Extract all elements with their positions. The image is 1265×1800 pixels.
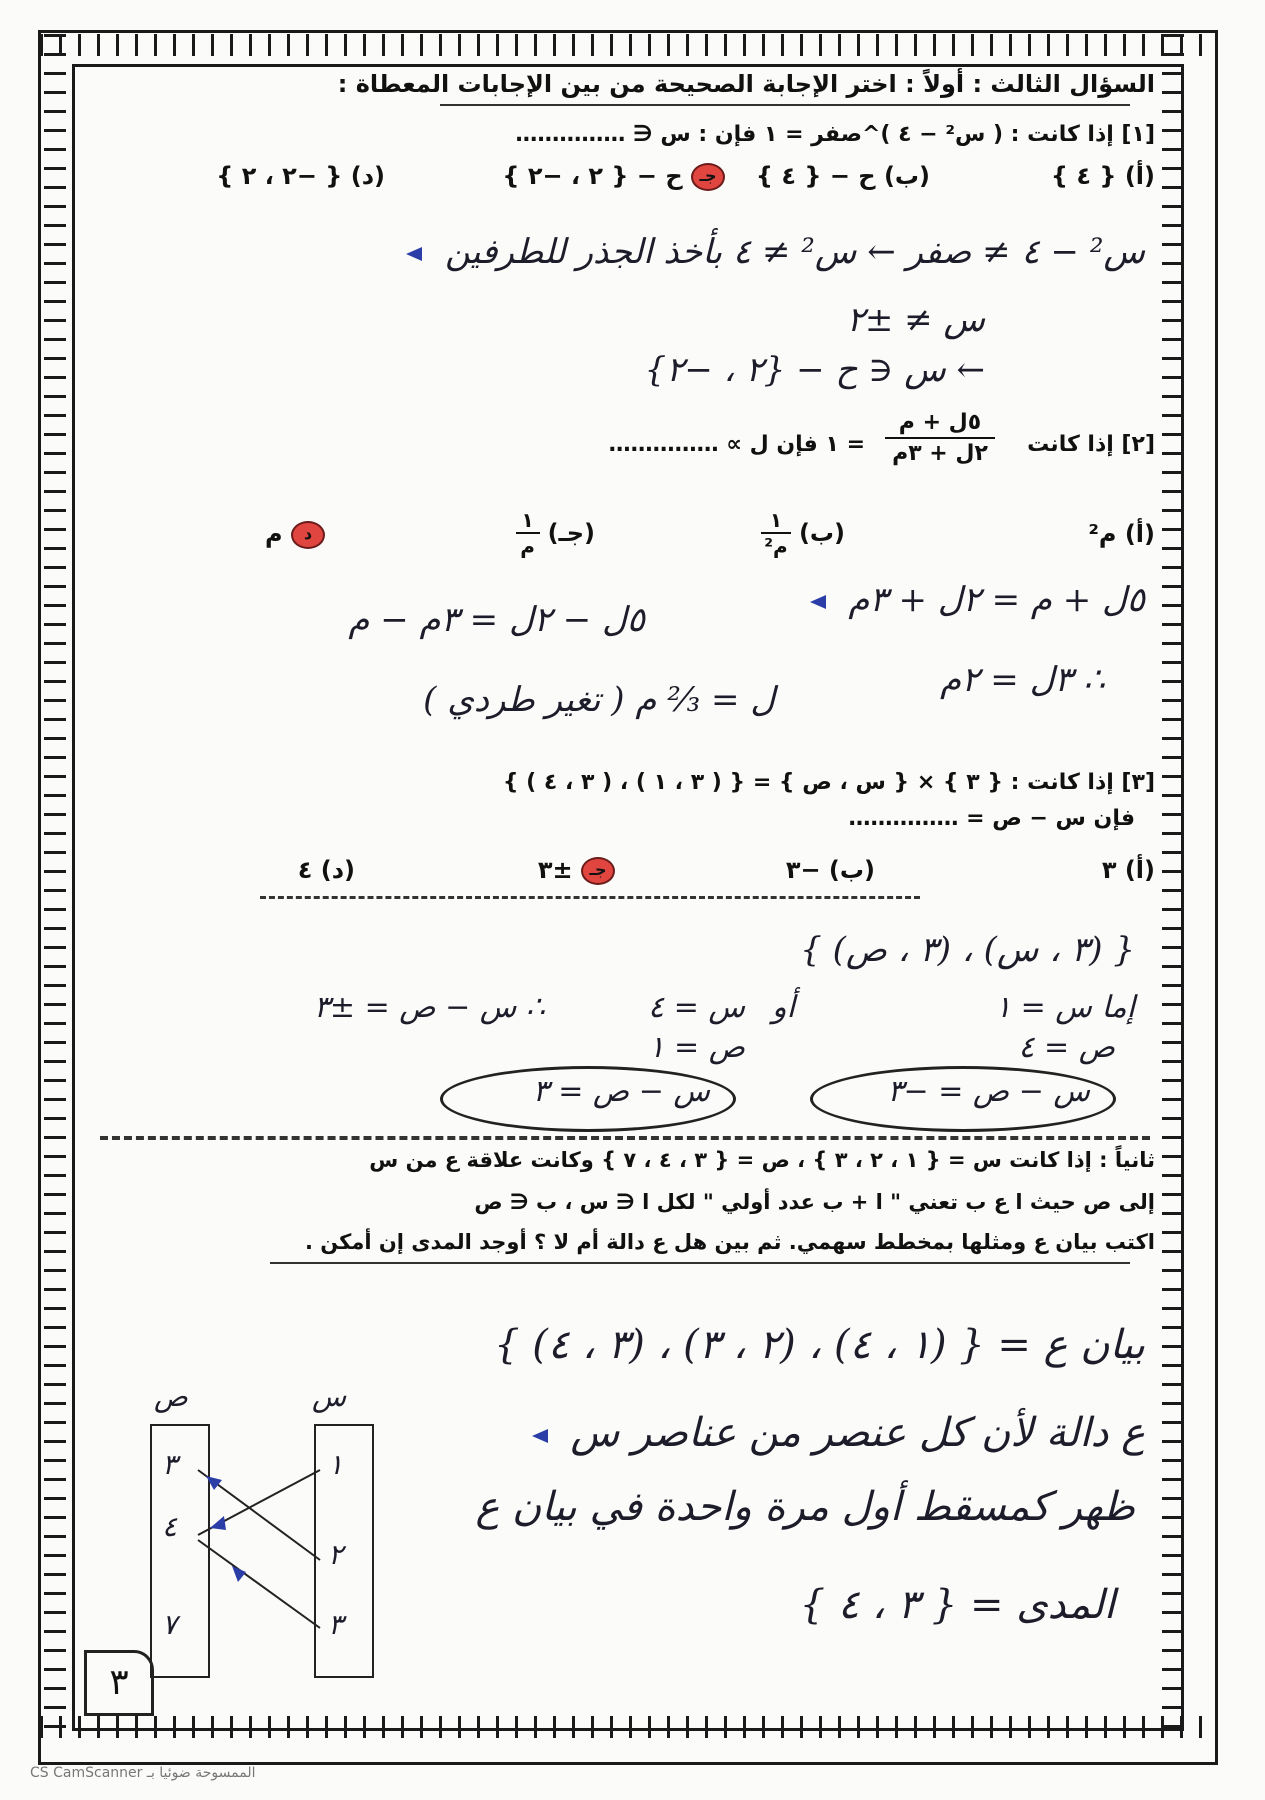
q2-option-b	[761, 508, 845, 558]
q2-fraction-denominator: ٢ل + ٣م	[892, 441, 988, 466]
border-chain-right	[1162, 34, 1184, 1738]
title-underline	[440, 104, 1130, 106]
arrow-icon	[532, 1429, 548, 1443]
part2-line3: اكتب بيان ع ومثلها بمخطط سهمي. ثم بين هل ع دالة أم لا ؟ أوجد المدى إن أمكن .	[304, 1230, 1155, 1254]
q2-work-text1: ٥ل + م = ٢ل + ٣م	[848, 580, 1145, 620]
q2-option-b-fraction	[761, 508, 791, 558]
q2-option-b-num: ١	[769, 508, 783, 532]
section-separator	[100, 1136, 1150, 1140]
q2-fraction-numerator: ٥ل + م	[898, 410, 982, 435]
separator-dashed	[260, 896, 920, 899]
part2-line2: إلى ص حيث ا ع ب تعني " ا + ب عدد أولي " لكل ا ∈ س ، ب ∈ ص	[474, 1190, 1155, 1214]
q1-option-c	[502, 162, 725, 191]
q3-option-a: (أ) ٣	[1101, 856, 1155, 884]
q2-work-line2: ٥ل − ٢ل = ٣م − م	[348, 600, 645, 640]
diagram-right-set-label: ص	[154, 1380, 188, 1413]
arrow-icon	[406, 247, 422, 261]
q3-work-case2b: ص = ١	[648, 1030, 745, 1065]
scanner-watermark: CS CamScanner الممسوحة ضوئيا بـ	[30, 1765, 256, 1781]
diagram-y-item-3: ٧	[162, 1608, 178, 1641]
diagram-left-set-label: س	[312, 1380, 347, 1413]
diagram-y-item-2: ٤	[162, 1510, 178, 1543]
selected-answer-marker: جـ	[691, 163, 725, 191]
q3-option-b: (ب) −٣	[785, 856, 875, 884]
q1-option-d: (د) { −٢ ، ٢ }	[216, 162, 385, 190]
q2-stem-prefix: [٢] إذا كانت	[1027, 432, 1155, 457]
q2-option-c-fraction	[516, 508, 540, 558]
selected-answer-marker: د	[291, 521, 325, 549]
q2-work-line3: ∴ ٣ل = ٢م	[940, 660, 1105, 700]
q2-fraction	[885, 410, 995, 466]
q1-work-line3: ← س ∈ ح − {٢ ، −٢}	[644, 350, 985, 390]
q3-work-case1b: ص = ٤	[1018, 1030, 1115, 1065]
page-number: ٣	[84, 1650, 154, 1716]
q1-option-a: (أ) { ٤ }	[1050, 162, 1155, 190]
arrowhead-icon	[206, 1476, 222, 1490]
arrow-diagram	[140, 1380, 400, 1680]
answer-function-1	[532, 1410, 1145, 1456]
q1-work-line2: س ≠ ±٢	[846, 300, 985, 340]
answer-range: المدى = { ٣ ، ٤ }	[799, 1582, 1115, 1628]
arrow-3-to-4	[198, 1540, 320, 1628]
q3-work-or: أو	[772, 990, 795, 1025]
q2-stem-suffix: = ١ فإن ل ∝ ……………	[608, 432, 865, 457]
q3-work-case2a: س = ٤	[648, 990, 745, 1025]
arrowhead-icon	[210, 1516, 226, 1530]
q2-option-c	[516, 508, 595, 558]
part2-underline	[270, 1262, 1130, 1264]
q2-option-a: (أ) م²	[1088, 520, 1155, 548]
q1-option-c-text: ح − { ٢ ، −٢ }	[502, 162, 683, 190]
q3-work-case2-result: س − ص = ٣	[532, 1074, 710, 1109]
q3-work-case1a: إما س = ١	[994, 990, 1135, 1025]
answer-graph: بيان ع = { (١ ، ٤) ، (٢ ، ٣) ، (٣ ، ٤) }	[494, 1322, 1145, 1368]
q3-option-d: (د) ٤	[297, 856, 355, 884]
q2-option-b-den: م²	[764, 534, 788, 558]
q1-option-b: (ب) ح − { ٤ }	[755, 162, 930, 190]
answer-function-2: ظهر كمسقط أول مرة واحدة في بيان ع	[475, 1484, 1135, 1530]
q3-stem-line2: فإن س − ص = ……………	[848, 806, 1135, 831]
q1-stem: [١] إذا كانت : ( س² − ٤ )^صفر = ١ فإن : س ∈ ……………	[515, 122, 1155, 147]
q2-option-d-text: م	[265, 520, 283, 548]
q3-work-conclusion: ∴ س − ص = ±٣	[313, 990, 545, 1025]
diagram-x-item-2: ٢	[328, 1538, 344, 1571]
q1-work-text1: س² − ٤ ≠ صفر ← س² ≠ ٤ بأخذ الجذر للطرفين	[445, 232, 1145, 272]
diagram-x-item-1: ١	[328, 1448, 344, 1481]
q3-stem-line1: [٣] إذا كانت : { ٣ } × { س ، ص } = { ( ٣ ، ١ ) ، ( ٣ ، ٤ ) }	[502, 770, 1155, 795]
q3-work-set: { (٣ ، س) ، (٣ ، ص) }	[800, 930, 1135, 970]
q2-work-line4: ل = ⅔ م ( تغير طردي )	[423, 680, 775, 720]
q3-option-c	[538, 856, 615, 885]
q2-option-c-den: م	[520, 534, 535, 558]
q2-work-line1	[810, 580, 1145, 620]
q2-option-c-label: (جـ)	[547, 519, 595, 547]
q2-option-c-num: ١	[521, 508, 534, 532]
section-title: السؤال الثالث : أولاً : اختر الإجابة الصحيحة من بين الإجابات المعطاة :	[337, 70, 1155, 98]
diagram-y-item-1: ٣	[162, 1448, 178, 1481]
q3-work-case1-result: س − ص = −٣	[887, 1074, 1090, 1109]
arrow-icon	[810, 595, 826, 609]
answer-function-1-text: ع دالة لأن كل عنصر من عناصر س	[570, 1410, 1145, 1456]
diagram-arrows	[140, 1390, 400, 1680]
border-chain-bottom	[40, 1716, 1210, 1738]
border-chain-left	[44, 34, 66, 1738]
part2-line1: ثانياً : إذا كانت س = { ١ ، ٢ ، ٣ } ، ص = { ٣ ، ٤ ، ٧ } وكانت علاقة ع من س	[369, 1148, 1155, 1172]
q3-option-c-text: ±٣	[537, 856, 573, 884]
q2-option-d	[265, 520, 325, 549]
fraction-bar	[885, 437, 995, 439]
q2-option-b-label: (ب)	[798, 519, 845, 547]
q1-work-line1	[406, 232, 1145, 272]
border-chain-top	[40, 34, 1210, 56]
selected-answer-marker: جـ	[581, 857, 615, 885]
diagram-x-item-3: ٣	[328, 1608, 344, 1641]
